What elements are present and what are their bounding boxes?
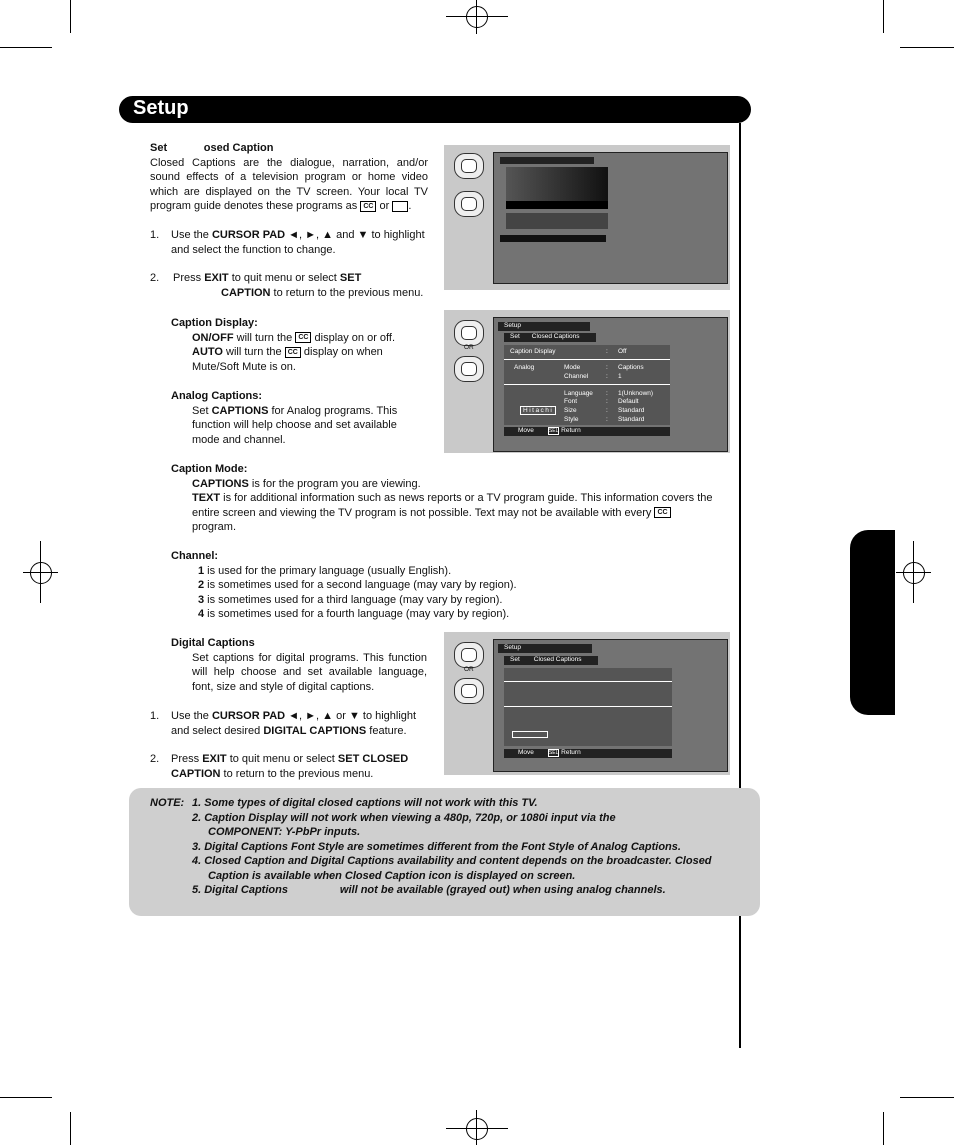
registration-mark	[466, 6, 488, 28]
step	[150, 752, 430, 781]
menu-item: Style	[564, 416, 579, 423]
menu-label: Closed Captions	[533, 656, 582, 663]
list-item	[198, 607, 571, 622]
section-body	[171, 331, 407, 375]
divider	[504, 359, 670, 360]
step-text-part: Use the	[171, 229, 212, 241]
menu-label: Set	[510, 656, 520, 663]
section-heading: Digital Captions	[171, 637, 255, 649]
step-text	[173, 271, 430, 300]
note-box	[129, 788, 760, 916]
text: Set	[192, 404, 212, 417]
step-bold: EXIT	[204, 272, 229, 285]
screenshot-panel-2	[444, 310, 730, 453]
screenshot-panel-3	[444, 632, 730, 775]
screenshot-panel-1	[444, 145, 730, 290]
remote-button-icon	[454, 320, 484, 346]
divider	[504, 706, 672, 707]
page-title: Setup	[133, 97, 189, 119]
menu-list	[506, 213, 608, 229]
text: display on when Mute/Soft Mute is on.	[192, 346, 383, 373]
crop-mark	[913, 541, 914, 603]
list-item	[198, 578, 571, 593]
text: will turn the	[222, 346, 282, 359]
registration-mark	[903, 562, 925, 584]
status-label: Return	[561, 427, 581, 434]
crop-mark	[0, 1097, 52, 1098]
intro	[150, 141, 428, 214]
divider	[504, 384, 670, 385]
note-item: 3. Digital Captions Font Style are sometimes different from the Font Style of Analog Captions.	[192, 841, 681, 853]
step-number: 2.	[150, 272, 160, 285]
status-label: Move	[518, 749, 534, 756]
text: will turn the	[233, 331, 293, 344]
channel-number: 3	[198, 593, 205, 606]
term: SET CLOSED CAPTION	[171, 753, 409, 780]
cc-icon: CC	[654, 507, 670, 518]
status-label: Return	[561, 749, 581, 756]
term: DIGITAL CAPTIONS	[263, 724, 367, 737]
crop-mark	[70, 0, 71, 33]
remote-button-icon	[454, 153, 484, 179]
section-heading: Analog Captions:	[171, 390, 263, 402]
menu-item: Channel	[564, 373, 589, 380]
section-heading: Caption Display:	[171, 317, 258, 329]
intro-heading: Set osed Caption	[150, 142, 274, 154]
step-number: 2.	[150, 753, 160, 766]
cc-icon: CC	[285, 347, 301, 358]
menu-set-cc	[504, 656, 598, 665]
menu-item: Analog	[514, 364, 535, 371]
term: CAPTIONS	[192, 477, 249, 490]
menu-bar	[500, 157, 594, 164]
registration-mark	[30, 562, 52, 584]
step-text-part: to return to the previous menu.	[270, 286, 424, 299]
menu-value: 1(Unknown)	[618, 390, 654, 397]
menu-setup	[498, 644, 592, 653]
text: to return to the previous menu.	[220, 767, 374, 780]
step-number: 1.	[150, 229, 160, 241]
crop-mark	[900, 47, 954, 48]
or-label: OR	[464, 666, 474, 673]
menu-item: Font	[564, 398, 578, 405]
tv-screen	[493, 639, 728, 772]
channel-section	[171, 549, 571, 622]
crop-mark	[0, 47, 52, 48]
note-item: 4. Closed Caption and Digital Captions availability and content depends on the broadcaster. Closed	[192, 855, 712, 867]
text: Press	[171, 753, 203, 766]
caption-display-section	[171, 316, 407, 374]
mode-section	[171, 462, 719, 535]
text: feature.	[366, 724, 407, 737]
term: ON/OFF	[192, 331, 234, 344]
channel-text: is sometimes used for a third language (may vary by region).	[204, 593, 503, 606]
crop-mark	[446, 1128, 508, 1129]
section-body: Set captions for digital programs. This function will help choose and set available language, font, size and style of digital captions.	[192, 651, 427, 693]
cc-icon: CC	[360, 201, 376, 212]
term: CURSOR PAD	[211, 710, 286, 722]
step-text-part: to quit menu or select	[228, 272, 340, 285]
crop-mark	[883, 0, 884, 33]
page-header	[119, 96, 751, 123]
menu-label: Setup	[504, 322, 521, 329]
status-bar	[504, 427, 670, 436]
section-heading: Caption Mode:	[171, 463, 248, 475]
step	[150, 709, 430, 738]
note-item: 2. Caption Display will not work when viewing a 480p, 720p, or 1080i input via the	[192, 812, 616, 824]
step-bold: SET	[339, 272, 362, 285]
or-label: OR	[464, 344, 474, 351]
sel-icon: SEL	[548, 428, 559, 434]
intro-body-text: Closed Captions are the dialogue, narration, and/or sound effects of a television program or home video which are displayed on the TV screen. Your local TV program guide denotes these programs as	[150, 156, 428, 213]
menu-label: Closed Captions	[531, 333, 580, 340]
digital-steps	[150, 709, 430, 781]
note-item: 1. Some types of digital closed captions will not work with this TV.	[192, 797, 538, 809]
digital-section	[171, 636, 427, 694]
steps-1	[150, 228, 430, 300]
menu-value: Default	[618, 398, 639, 405]
remote-button-icon	[454, 642, 484, 668]
remote-button-icon	[454, 356, 484, 382]
channel-number: 1	[198, 564, 205, 577]
menu-value: Standard	[618, 407, 645, 414]
text: ◄, ►, ▲ or ▼ to highlight and select desired	[171, 710, 417, 737]
text: is for additional information such as news reports or a TV program guide. This information covers the entire screen and viewing the TV program is not possible. Text may not be available with every	[192, 492, 713, 519]
section-body	[171, 477, 719, 535]
term: CAPTIONS	[211, 404, 269, 417]
tv-screen	[493, 317, 728, 452]
channel-number: 4	[198, 608, 205, 621]
step-bold: CURSOR PAD	[211, 229, 286, 241]
colon: :	[606, 390, 608, 397]
colon: :	[606, 407, 608, 414]
colon: :	[606, 373, 608, 380]
crop-mark	[40, 541, 41, 603]
crop-mark	[476, 1110, 477, 1145]
text: for Analog programs. This function will help choose and set available mode and channel.	[192, 404, 398, 446]
menu-value: 1	[618, 373, 622, 380]
colon: :	[606, 416, 608, 423]
text: Use the	[171, 710, 212, 722]
menu-item: Size	[564, 407, 577, 414]
channel-text: is sometimes used for a second language (may vary by region).	[204, 579, 517, 592]
note-item: Caption is available when Closed Caption icon is displayed on screen.	[208, 870, 576, 882]
step-bold: CAPTION	[221, 286, 271, 299]
term: AUTO	[192, 346, 223, 359]
list-item	[198, 564, 571, 579]
section-heading: Channel:	[171, 550, 219, 562]
analog-section	[171, 389, 411, 447]
channel-text: is used for the primary language (usually English).	[204, 564, 452, 577]
status-bar	[504, 749, 672, 758]
menu-set-cc	[504, 333, 596, 342]
status-bar	[500, 235, 606, 242]
step-text	[171, 228, 430, 257]
note-item: COMPONENT: Y-PbPr inputs.	[208, 826, 361, 838]
menu-box	[512, 731, 548, 738]
menu-item: Mode	[564, 364, 581, 371]
menu-value: Captions	[618, 364, 644, 371]
menu-label: Set	[510, 333, 520, 340]
side-tab	[850, 530, 895, 715]
colon: :	[606, 398, 608, 405]
menu-item: Language	[564, 390, 593, 397]
text: is for the program you are viewing.	[248, 477, 421, 490]
channel-list	[171, 564, 571, 622]
text: to quit menu or select	[226, 753, 338, 766]
text: display on or off.	[311, 331, 396, 344]
step-number: 1.	[150, 710, 160, 722]
crop-mark	[900, 1097, 954, 1098]
hitachi-logo: Hitachi	[520, 406, 556, 415]
step-text-part: Press	[173, 272, 205, 285]
term: TEXT	[192, 492, 221, 505]
crop-mark	[70, 1112, 71, 1145]
step-text	[171, 752, 430, 781]
list-item	[198, 593, 571, 608]
note-label: NOTE:	[150, 797, 185, 809]
remote-button-icon	[454, 678, 484, 704]
colon: :	[606, 348, 608, 355]
menu-item: Caption Display	[510, 348, 556, 355]
or-text: or	[379, 200, 390, 213]
section-body	[171, 404, 411, 448]
step-text	[171, 709, 430, 738]
menu-value: Standard	[618, 416, 645, 423]
crop-mark	[883, 1112, 884, 1145]
note-item: 5. Digital Captions will not be available (grayed out) when using analog channels.	[192, 884, 666, 896]
colon: :	[606, 364, 608, 371]
step	[150, 228, 430, 257]
remote-button-icon	[454, 191, 484, 217]
sel-icon: SEL	[548, 750, 559, 756]
status-label: Move	[518, 427, 534, 434]
intro-body: Closed Captions are the dialogue, narration, and/or sound effects of a television program or home video which are displayed on the TV screen. Your local TV program guide denotes these programs as CC or .	[150, 156, 428, 213]
caption-icon	[392, 201, 408, 212]
menu-value: Off	[618, 348, 627, 355]
registration-mark	[466, 1118, 488, 1140]
divider	[504, 681, 672, 682]
crop-mark	[446, 16, 508, 17]
crop-mark	[476, 0, 477, 34]
menu-item-highlight	[506, 201, 608, 209]
term: EXIT	[202, 753, 227, 766]
menu-setup	[498, 322, 590, 331]
channel-number: 2	[198, 579, 205, 592]
step	[150, 271, 430, 300]
menu-label: Setup	[504, 644, 521, 651]
cc-icon: CC	[295, 332, 311, 343]
channel-text: is sometimes used for a fourth language (may vary by region).	[204, 608, 510, 621]
step-text-part: ◄, ►, ▲ and ▼ to highlight and select the function to change.	[171, 229, 425, 256]
tv-screen	[493, 152, 728, 284]
text: program.	[192, 521, 237, 534]
